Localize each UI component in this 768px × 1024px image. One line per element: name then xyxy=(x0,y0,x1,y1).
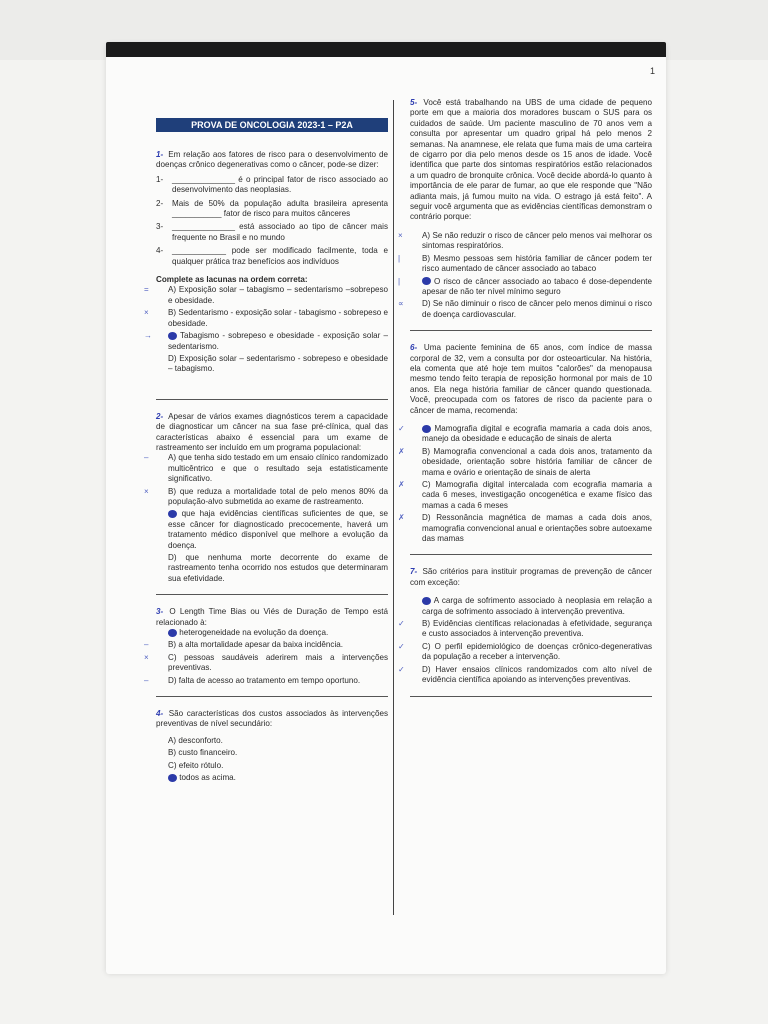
option-a[interactable] xyxy=(398,423,652,445)
hand-mark: – xyxy=(144,640,149,650)
question-3 xyxy=(144,607,389,686)
option-letter: D) xyxy=(168,553,177,562)
option-letter-circled: C) xyxy=(168,332,177,340)
option-b[interactable] xyxy=(144,486,388,508)
option-text: Exposição solar – tabagismo – sedentarismo –sobrepeso e obesidade. xyxy=(168,285,388,305)
option-b[interactable] xyxy=(144,640,388,650)
fill-number: 1- xyxy=(156,174,164,184)
option-text: a alta mortalidade apesar da baixa incidência. xyxy=(178,640,344,650)
option-letter-circled: C) xyxy=(422,277,431,285)
option-text: efeito rótulo. xyxy=(178,760,224,770)
question-2-stem xyxy=(156,412,388,454)
option-text: Se não reduzir o risco de câncer pelo menos vai melhorar os sintomas respiratórios. xyxy=(422,230,652,251)
option-letter: A) xyxy=(422,230,431,240)
question-number: 3- xyxy=(156,607,164,617)
fill-list xyxy=(156,175,388,267)
hand-mark: × xyxy=(144,308,149,318)
option-text: heterogeneidade na evolução da doença. xyxy=(179,628,329,638)
option-d[interactable] xyxy=(398,664,653,686)
option-text: falta de acesso ao tratamento em tempo oportuno. xyxy=(178,675,361,685)
hand-mark: ✓ xyxy=(398,641,405,651)
left-column xyxy=(144,118,389,786)
fill-item xyxy=(156,175,388,196)
hand-mark: – xyxy=(144,453,149,463)
right-column xyxy=(398,98,653,709)
question-text: Em relação aos fatores de risco para o desenvolvimento de doenças crônico degenerativas como o câncer, pode-se dizer: xyxy=(156,150,388,170)
option-b[interactable] xyxy=(398,446,653,478)
column-divider xyxy=(393,100,394,915)
hand-mark: ✓ xyxy=(398,664,405,674)
fill-item xyxy=(156,222,388,243)
question-text: O Length Time Bias ou Viés de Duração de Tempo está relacionado à: xyxy=(156,607,389,627)
question-6-stem xyxy=(410,343,652,416)
option-letter: D) xyxy=(168,675,177,685)
separator xyxy=(410,696,652,697)
hand-mark: | xyxy=(398,276,401,286)
instruction: Complete as lacunas na ordem correta: xyxy=(156,275,308,285)
question-number: 5- xyxy=(410,98,418,107)
option-c[interactable] xyxy=(144,331,388,352)
separator xyxy=(410,554,652,555)
question-number: 6- xyxy=(410,343,418,353)
option-text: Mamografia digital e ecografia mamaria a cada dois anos, manejo da obesidade e educação de sinais de alerta xyxy=(422,423,652,444)
hand-mark: → xyxy=(144,331,152,341)
option-a[interactable] xyxy=(410,596,652,617)
option-letter: A) xyxy=(168,735,177,745)
option-letter: A) xyxy=(168,453,177,463)
sheet-top-shadow xyxy=(106,42,666,57)
option-text: desconforto. xyxy=(178,735,223,745)
hand-mark: ∝ xyxy=(398,299,404,309)
separator xyxy=(156,594,388,595)
option-d[interactable] xyxy=(156,553,388,584)
option-text: todos as acima. xyxy=(179,773,236,783)
question-1 xyxy=(144,150,388,375)
fill-item xyxy=(156,199,388,220)
option-letter: B) xyxy=(422,253,431,263)
option-letter-circled: A) xyxy=(422,425,431,433)
hand-mark: × xyxy=(144,486,149,496)
option-letter: B) xyxy=(168,308,177,318)
option-letter: B) xyxy=(168,748,177,758)
option-a[interactable] xyxy=(156,736,388,746)
option-text: que haja evidências científicas suficientes de que, se esse câncer for diagnosticado precocemente, haverá um tratamento médico disponível que melhore a evolução da doença. xyxy=(168,509,389,550)
question-text: Apesar de vários exames diagnósticos terem a capacidade de diagnosticar um câncer na sua fase pré-clínica, qual das características abaixo é essencial para um exame de rastreamento ser incluído em um programa populacional: xyxy=(156,411,388,452)
option-text: que tenha sido testado em um ensaio clínico randomizado multicêntrico e que o resultado seja estatisticamente significativo. xyxy=(168,453,389,484)
option-letter: D) xyxy=(422,299,431,309)
option-letter: B) xyxy=(422,619,431,629)
hand-mark: ✗ xyxy=(398,513,405,523)
question-2 xyxy=(144,411,389,585)
option-text: Exposição solar – sedentarismo - sobrepeso e obesidade – tabagismo. xyxy=(168,353,388,374)
option-d[interactable] xyxy=(144,675,388,686)
option-text: que reduza a mortalidade total de pelo menos 80% da população-alvo submetida ao exame de rastreamento. xyxy=(168,486,388,506)
question-5-stem xyxy=(410,98,652,223)
option-letter: C) xyxy=(422,480,431,489)
separator xyxy=(156,399,388,400)
hand-mark: × xyxy=(398,230,403,240)
fill-number: 3- xyxy=(156,222,164,232)
question-4 xyxy=(156,709,388,783)
option-text: Tabagismo - sobrepeso e obesidade - exposição solar – sedentarismo. xyxy=(168,331,388,351)
fill-text: ______________ é o principal fator de risco associado ao desenvolvimento das neoplasias. xyxy=(172,174,388,195)
option-text: A carga de sofrimento associado à neoplasia em relação a carga de sofrimento associado à intervenção preventiva. xyxy=(422,596,652,616)
hand-mark: ✗ xyxy=(398,480,405,489)
option-text: Sedentarismo - exposição solar - tabagismo - sobrepeso e obesidade. xyxy=(168,308,388,328)
option-c[interactable] xyxy=(156,761,388,771)
option-d[interactable] xyxy=(398,299,653,320)
hand-mark: × xyxy=(144,652,149,662)
option-b[interactable] xyxy=(398,253,653,275)
option-letter: C) xyxy=(168,760,177,770)
question-text: Você está trabalhando na UBS de uma cidade de pequeno porte em que a maioria dos moradores buscam o SUS para os cuidados de saúde. Um paciente masculino de 70 anos vem a consulta por apresentar um quadro gripal há pelo menos 2 semanas. Na anamnese, ele relata que fuma mais de uma carteira de cigarro por dia pelo menos desde os 15 anos de idade. Você identifica que parte dos sintomas respiratórios estão relacionados a um quadro de bronquite crônica. Você decide abordá-lo quanto à importância de ele parar de fumar, ao que ele responde que "Não adianta mais, já fumou muito na vida. O estrago já está feito". A seguir você argumenta que as evidências científicas demonstram o contrário porque: xyxy=(410,98,653,222)
question-7-stem xyxy=(410,567,652,588)
option-c[interactable] xyxy=(398,641,653,663)
separator xyxy=(410,330,652,331)
option-c[interactable] xyxy=(398,276,652,298)
fill-item xyxy=(156,246,388,267)
question-number: 1- xyxy=(156,150,164,159)
question-number: 2- xyxy=(156,411,164,421)
exam-title: PROVA DE ONCOLOGIA 2023-1 – P2A xyxy=(156,118,388,132)
fill-text: ____________ pode ser modificado facilmente, toda e qualquer prática traz benefícios aos indivíduos xyxy=(172,246,388,266)
option-letter-circled: D) xyxy=(168,774,177,782)
question-number: 7- xyxy=(410,567,418,577)
question-7 xyxy=(398,567,653,685)
option-text: Mesmo pessoas sem história familiar de câncer podem ter risco aumentado de câncer associado ao tabaco xyxy=(422,253,653,274)
page-number: 1 xyxy=(650,66,656,76)
option-text: Haver ensaios clínicos randomizados com alto nível de evidência científica apoiando as intervenções preventivas. xyxy=(422,664,653,685)
separator xyxy=(156,696,388,697)
option-text: Ressonância magnética de mamas a cada dois anos, mamografia convencional anual e orientações sobre autoexame das mamas xyxy=(422,513,652,544)
hand-mark: ✓ xyxy=(398,619,405,629)
option-d[interactable] xyxy=(156,354,388,375)
fill-number: 2- xyxy=(156,198,164,208)
option-text: que nenhuma morte decorrente do exame de rastreamento tenha ocorrido nos estudos que determinaram sua efetividade. xyxy=(168,553,388,583)
fill-text: ______________ está associado ao tipo de câncer mais frequente no Brasil e no mundo xyxy=(172,222,388,242)
option-a[interactable] xyxy=(144,285,388,306)
option-a[interactable] xyxy=(156,628,388,638)
option-letter: B) xyxy=(422,446,431,456)
option-letter: D) xyxy=(422,664,431,674)
question-number: 4- xyxy=(156,709,164,719)
question-text: São critérios para instituir programas de prevenção de câncer com exceção: xyxy=(410,567,653,587)
option-d[interactable] xyxy=(398,513,652,544)
option-text: pessoas saudáveis aderirem mais a intervenções preventivas. xyxy=(168,652,388,673)
option-letter: D) xyxy=(168,353,177,363)
question-1-stem xyxy=(156,150,388,171)
question-text: São características dos custos associados às intervenções preventivas de nível secundário: xyxy=(156,709,389,729)
option-text: O perfil epidemiológico de doenças crônico-degenerativas da população a receber a intervenção. xyxy=(422,641,653,662)
option-letter: D) xyxy=(422,513,431,523)
option-b[interactable] xyxy=(144,308,388,329)
option-c[interactable] xyxy=(144,652,388,674)
option-letter: C) xyxy=(168,652,177,662)
option-text: custo financeiro. xyxy=(178,748,238,758)
fill-text: Mais de 50% da população adulta brasileira apresenta ___________ fator de risco para muitos cânceres xyxy=(172,198,388,219)
option-letter-circled: A) xyxy=(168,629,177,637)
question-3-stem xyxy=(156,607,388,628)
option-text: Se não diminuir o risco de câncer pelo menos diminui o risco de doença cardiovascular. xyxy=(422,299,653,319)
option-a[interactable] xyxy=(144,453,389,484)
option-letter: B) xyxy=(168,640,177,650)
option-b[interactable] xyxy=(398,619,653,640)
option-letter: C) xyxy=(422,641,431,651)
hand-mark: ✓ xyxy=(398,423,405,433)
option-b[interactable] xyxy=(156,748,388,758)
option-c[interactable] xyxy=(398,480,652,511)
option-letter-circled: C) xyxy=(168,510,177,518)
question-5 xyxy=(398,98,653,320)
option-text: Mamografia digital intercalada com ecografia mamaria a cada 6 meses, investigação oncogenética e exame físico das mamas a cada 6 meses xyxy=(422,480,652,510)
question-text: Uma paciente feminina de 65 anos, com índice de massa corporal de 32, vem a consulta por dor osteoarticular. Na história, ela comenta que até hoje tem muitos "calorões" da menopausa mesmo tendo feito terapia de reposição hormonal por mais de 10 anos. Ela nega história familiar de câncer quando questionada. Você, preocupada com os fatores de risco da paciente para o câncer de mama, recomenda: xyxy=(410,343,652,415)
option-text: Mamografia convencional a cada dois anos, tratamento da obesidade, orientação sobre história familiar de câncer de mama e ovário e orientação de sinais de alerta xyxy=(422,446,653,477)
hand-mark: = xyxy=(144,285,149,295)
hand-mark: | xyxy=(398,253,401,263)
option-d[interactable] xyxy=(156,773,388,783)
hand-mark: – xyxy=(144,675,149,685)
option-c[interactable] xyxy=(156,509,388,551)
option-text: Evidências científicas relacionadas à efetividade, segurança e custo associados à intervenção preventiva. xyxy=(422,619,653,639)
option-letter: B) xyxy=(168,486,177,496)
question-4-stem xyxy=(156,709,388,730)
option-letter: A) xyxy=(168,285,177,295)
hand-mark: ✗ xyxy=(398,446,405,456)
option-a[interactable] xyxy=(398,230,652,252)
option-text: O risco de câncer associado ao tabaco é dose-dependente apesar de não ter nível mínimo seguro xyxy=(422,276,652,296)
question-6 xyxy=(398,343,653,544)
fill-number: 4- xyxy=(156,246,164,256)
option-letter-circled: A) xyxy=(422,597,431,605)
